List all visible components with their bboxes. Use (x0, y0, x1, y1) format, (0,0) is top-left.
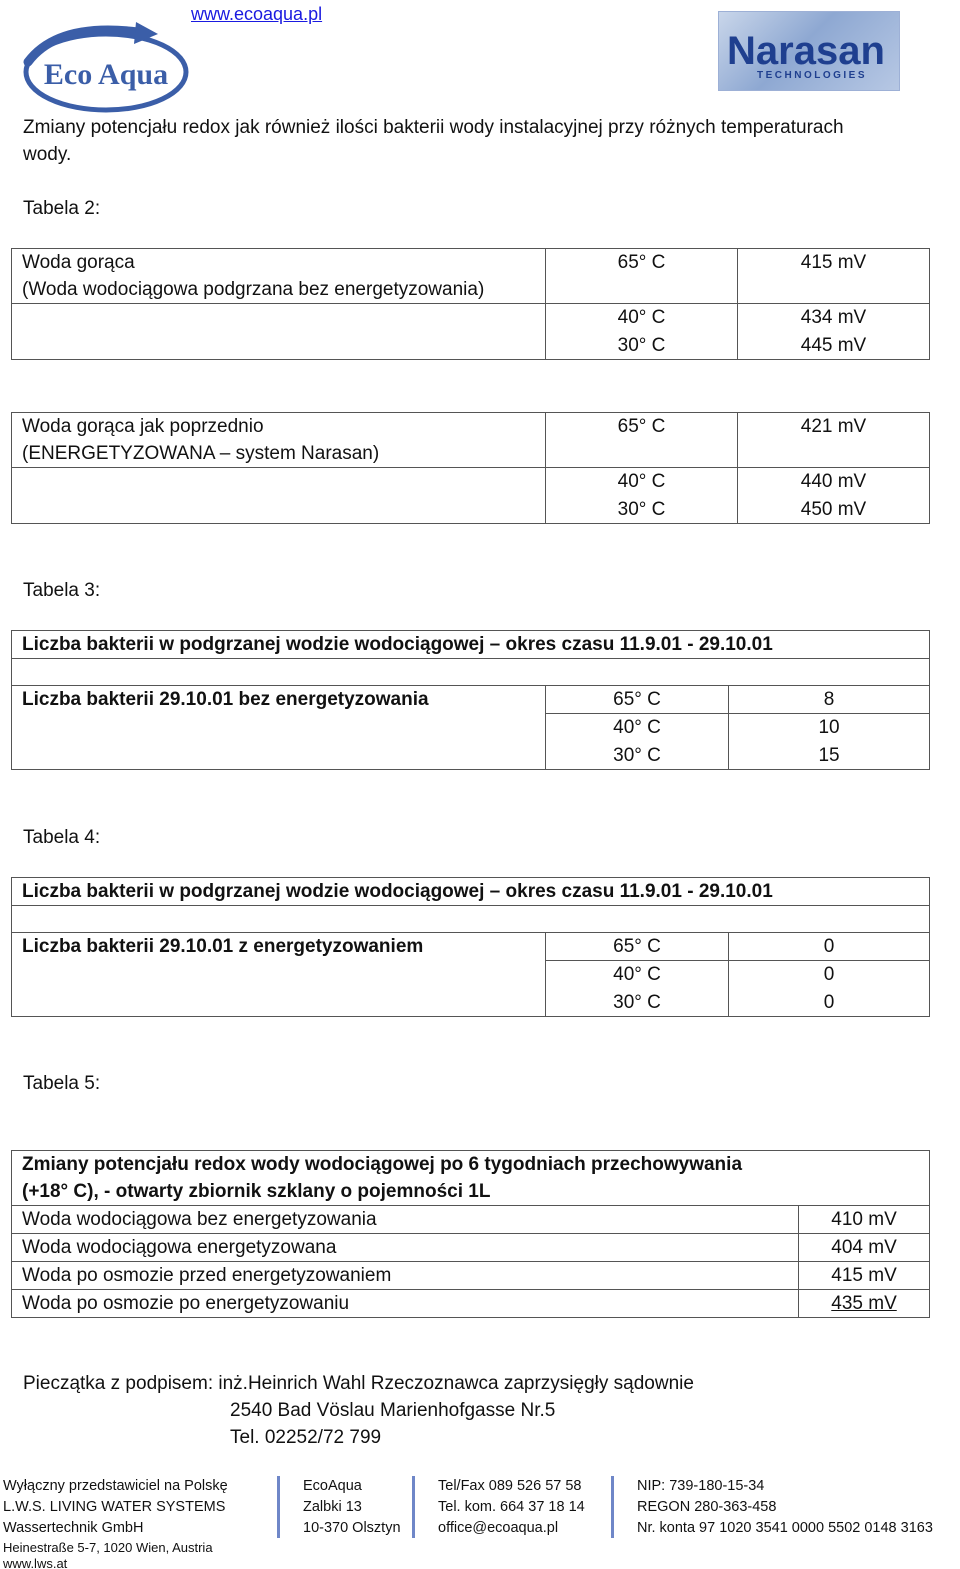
table4-caption: Tabela 4: (23, 827, 101, 848)
stamp-line-3: Tel. 02252/72 799 (230, 1427, 382, 1448)
table2-group2-temp-2: 40° C (546, 468, 738, 496)
footer-company-regon: REGON 280-363-458 (637, 1499, 777, 1515)
footer-rep-line1: Wyłączny przedstawiciel na Polskę (3, 1478, 228, 1494)
table4-value-3: 0 (729, 989, 930, 1017)
table5-row-4-value: 435 mV (799, 1290, 930, 1318)
footer-rep-line3: Wassertechnik GmbH (3, 1520, 144, 1536)
table4 (11, 877, 930, 1017)
table5-row-4-label: Woda po osmozie po energetyzowaniu (12, 1290, 799, 1318)
intro-line-1: Zmiany potencjału redox jak również ilości bakterii wody instalacyjnej przy różnych temperaturach (23, 117, 844, 138)
table2-group2-temp-3: 30° C (546, 496, 738, 524)
table2-group1-label-line2: (Woda wodociągowa podgrzana bez energetyzowania) (22, 279, 485, 300)
narasan-logo-tagline: TECHNOLOGIES (757, 70, 868, 81)
table2-group1-label-line1: Woda gorąca (22, 252, 135, 273)
table2-group1-temp-2: 40° C (546, 304, 738, 332)
table2-group2-temp-1: 65° C (546, 413, 738, 468)
table5-caption: Tabela 5: (23, 1073, 101, 1094)
table5-row-1-label: Woda wodociągowa bez energetyzowania (12, 1206, 799, 1234)
footer-col-representative (3, 1476, 228, 1569)
table3-value-2: 10 (729, 714, 930, 742)
table2-group2 (11, 412, 930, 524)
footer-rep-line2: L.W.S. LIVING WATER SYSTEMS (3, 1499, 226, 1515)
footer-divider-1 (277, 1476, 280, 1538)
footer-col-contact (438, 1476, 585, 1539)
table4-title: Liczba bakterii w podgrzanej wodzie wodociągowej – okres czasu 11.9.01 - 29.10.01 (12, 878, 930, 906)
footer (0, 1476, 960, 1569)
table5-title (12, 1151, 930, 1206)
footer-lws-link[interactable]: www.lws.at (3, 1556, 68, 1569)
footer-addr-line2: Zalbki 13 (303, 1499, 362, 1515)
table5-row-2-value: 404 mV (799, 1234, 930, 1262)
table3-value-1: 8 (729, 686, 930, 714)
table2-caption: Tabela 2: (23, 198, 101, 219)
table3-temp-1: 65° C (546, 686, 729, 714)
table2-group1-temp-3: 30° C (546, 332, 738, 360)
footer-addr-line1: EcoAqua (303, 1478, 362, 1494)
footer-contact-fax: Tel/Fax 089 526 57 58 (438, 1478, 582, 1494)
narasan-logo-name: Narasan (727, 29, 885, 73)
table2-group2-value-1: 421 mV (738, 413, 930, 468)
table5-title-line2: (+18° C), - otwarty zbiornik szklany o pojemności 1L (22, 1181, 491, 1202)
stamp-line-2: 2540 Bad Vöslau Marienhofgasse Nr.5 (230, 1400, 556, 1421)
footer-divider-3 (611, 1476, 614, 1538)
footer-addr-line3: 10-370 Olsztyn (303, 1520, 401, 1536)
table2-group2-value-2: 440 mV (738, 468, 930, 496)
table2-group2-value-3: 450 mV (738, 496, 930, 524)
table3-label: Liczba bakterii 29.10.01 bez energetyzowania (12, 686, 546, 714)
ecoaqua-logo (18, 22, 193, 114)
table4-temp-2: 40° C (546, 961, 729, 989)
intro-line-2: wody. (23, 144, 72, 165)
table3-value-3: 15 (729, 742, 930, 770)
table2-group1-label (12, 249, 546, 304)
footer-contact-email[interactable]: office@ecoaqua.pl (438, 1520, 559, 1536)
footer-company-account: Nr. konta 97 1020 3541 0000 5502 0148 3163 (637, 1520, 933, 1536)
footer-col-company (637, 1476, 933, 1539)
table2-group1 (11, 248, 930, 360)
table4-temp-1: 65° C (546, 933, 729, 961)
table3-title: Liczba bakterii w podgrzanej wodzie wodociągowej – okres czasu 11.9.01 - 29.10.01 (12, 631, 930, 659)
footer-divider-2 (412, 1476, 415, 1538)
narasan-logo (718, 11, 900, 91)
stamp-line-1: Pieczątka z podpisem: inż.Heinrich Wahl Rzeczoznawca zaprzysięgły sądownie (23, 1373, 694, 1394)
footer-company-nip: NIP: 739-180-15-34 (637, 1478, 765, 1494)
table5-title-line1: Zmiany potencjału redox wody wodociągowej po 6 tygodniach przechowywania (22, 1154, 743, 1175)
table2-group1-value-2: 434 mV (738, 304, 930, 332)
website-link[interactable]: www.ecoaqua.pl (191, 4, 323, 24)
table4-temp-3: 30° C (546, 989, 729, 1017)
table2-group1-temp-1: 65° C (546, 249, 738, 304)
table3-temp-3: 30° C (546, 742, 729, 770)
table3-temp-2: 40° C (546, 714, 729, 742)
table2-group1-value-3: 445 mV (738, 332, 930, 360)
table3 (11, 630, 930, 770)
table5-row-2-label: Woda wodociągowa energetyzowana (12, 1234, 799, 1262)
footer-col-address (303, 1476, 401, 1539)
table4-label: Liczba bakterii 29.10.01 z energetyzowaniem (12, 933, 546, 961)
table5-row-1-value: 410 mV (799, 1206, 930, 1234)
table5-row-3-value: 415 mV (799, 1262, 930, 1290)
table2-group2-label-line2: (ENERGETYZOWANA – system Narasan) (22, 443, 380, 464)
footer-rep-line4: Heinestraße 5-7, 1020 Wien, Austria (3, 1540, 213, 1555)
table3-caption: Tabela 3: (23, 580, 101, 601)
table4-value-2: 0 (729, 961, 930, 989)
table2-group2-label-line1: Woda gorąca jak poprzednio (22, 416, 264, 437)
table2-group2-label (12, 413, 546, 468)
table2-group1-value-1: 415 mV (738, 249, 930, 304)
table5-row-3-label: Woda po osmozie przed energetyzowaniem (12, 1262, 799, 1290)
footer-contact-mobile: Tel. kom. 664 37 18 14 (438, 1499, 585, 1515)
table4-value-1: 0 (729, 933, 930, 961)
ecoaqua-logo-text: Eco Aqua (43, 58, 169, 91)
table5 (11, 1150, 930, 1318)
